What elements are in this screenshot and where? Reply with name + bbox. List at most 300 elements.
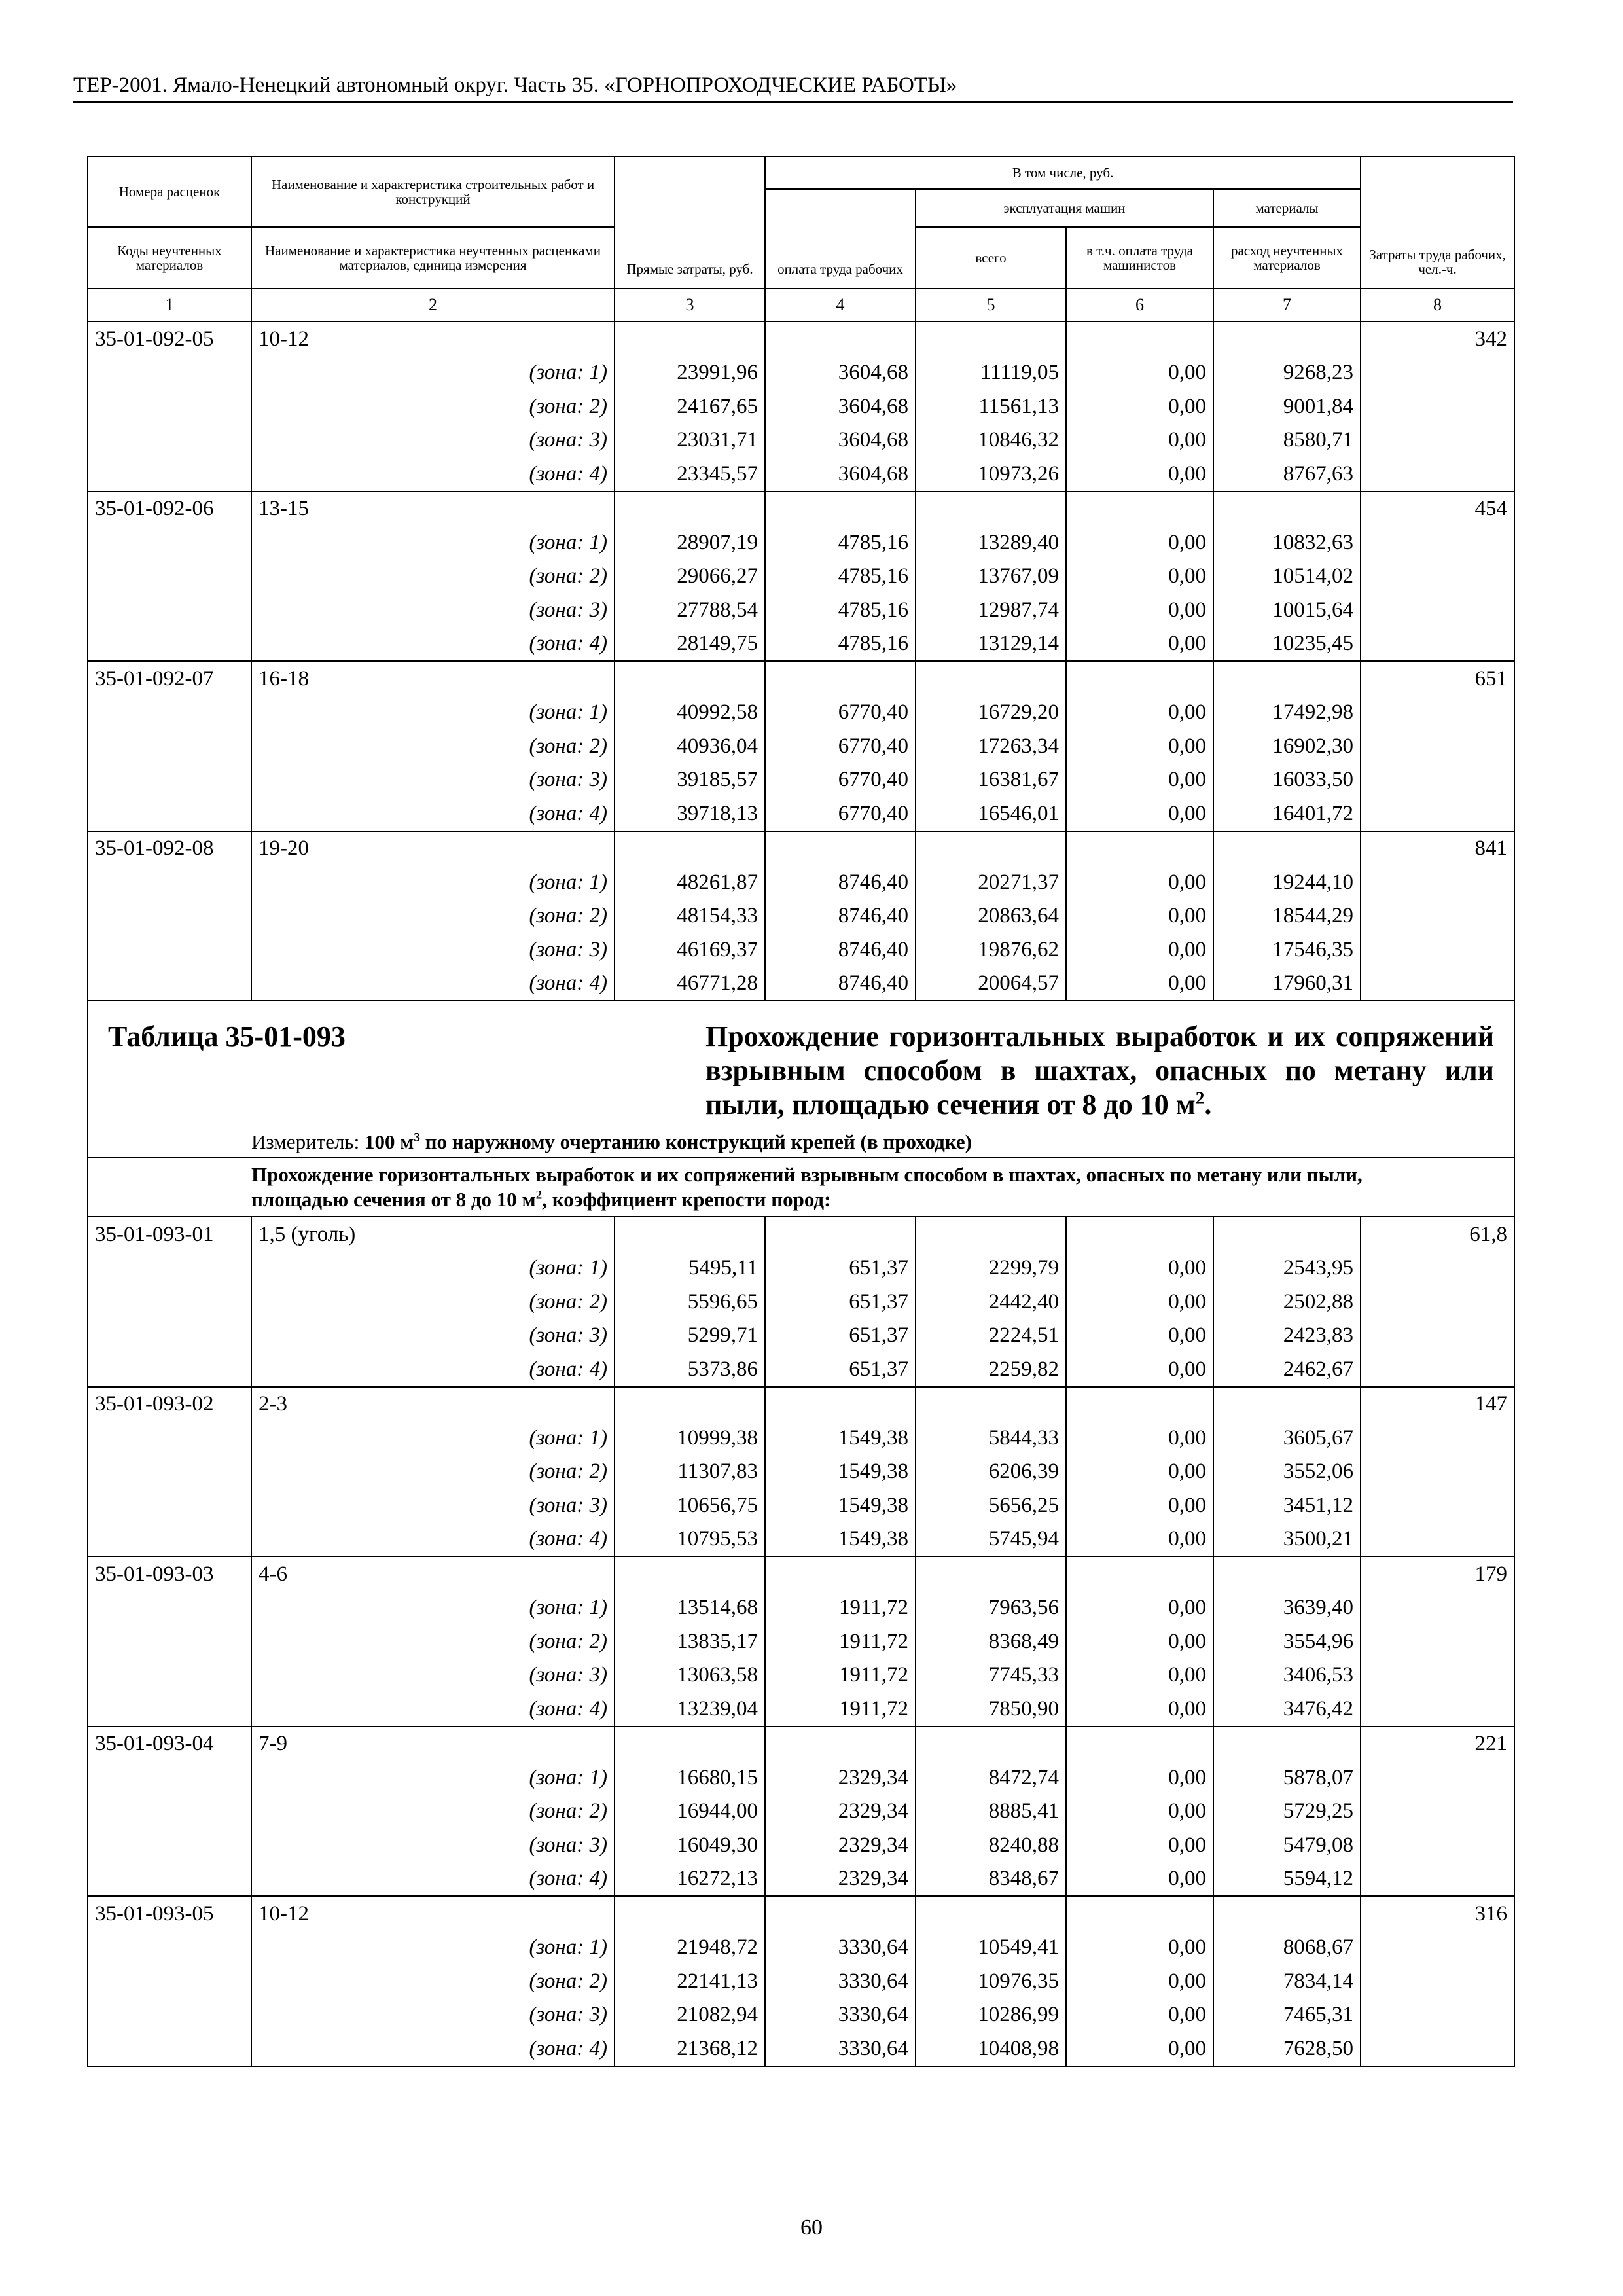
zone-row [88, 593, 1514, 627]
worker-pay: 2329,34 [765, 1862, 916, 1897]
driver-pay: 0,00 [1066, 593, 1213, 627]
col-num: 6 [1066, 289, 1213, 321]
zone-label: (зона: 3) [251, 1828, 615, 1862]
empty-cell [88, 1998, 251, 2032]
direct-cost: 23991,96 [615, 356, 765, 390]
worker-pay: 3330,64 [765, 1931, 916, 1965]
zone-row [88, 389, 1514, 423]
empty-cell [615, 1387, 765, 1422]
rate-code: 35-01-093-01 [88, 1217, 251, 1251]
empty-cell [1066, 1896, 1213, 1931]
machines-total: 7963,56 [916, 1591, 1066, 1625]
machines-total: 20271,37 [916, 865, 1066, 899]
zone-row [88, 865, 1514, 899]
section-heading: Прохождение горизонтальных выработок и их сопряжений взрывным способом в шахтах, опасных по метану или пыли, площадью сечения от 8 до 10 $м^2$, коэффициент крепости пород: [251, 1158, 1514, 1217]
empty-cell [1361, 1319, 1514, 1353]
machines-total: 8368,49 [916, 1624, 1066, 1659]
empty-cell [615, 1217, 765, 1251]
empty-cell [88, 933, 251, 967]
driver-pay: 0,00 [1066, 1522, 1213, 1557]
materials-cost: 5729,25 [1213, 1795, 1361, 1829]
table-name: Прохождение горизонтальных выработок и их сопряжений взрывным способом в шахтах, опасных по метану или пыли, площадью сечения от 8 до 10 $м^2$. [705, 1020, 1495, 1121]
driver-pay: 0,00 [1066, 1455, 1213, 1489]
machines-total: 13767,09 [916, 560, 1066, 594]
worker-pay: 1911,72 [765, 1659, 916, 1693]
empty-cell [88, 2032, 251, 2066]
driver-pay: 0,00 [1066, 763, 1213, 797]
driver-pay: 0,00 [1066, 627, 1213, 662]
direct-cost: 23031,71 [615, 423, 765, 457]
labor-cost: 61,8 [1361, 1217, 1514, 1251]
worker-pay: 6770,40 [765, 696, 916, 730]
worker-pay: 1549,38 [765, 1488, 916, 1522]
driver-pay: 0,00 [1066, 1964, 1213, 1998]
empty-cell [88, 423, 251, 457]
materials-cost: 3500,21 [1213, 1522, 1361, 1557]
materials-cost: 16401,72 [1213, 797, 1361, 831]
zone-row [88, 1692, 1514, 1727]
col-num: 5 [916, 289, 1066, 321]
driver-pay: 0,00 [1066, 423, 1213, 457]
empty-cell [88, 1522, 251, 1557]
materials-cost: 9001,84 [1213, 389, 1361, 423]
driver-pay: 0,00 [1066, 1285, 1213, 1319]
empty-cell [765, 321, 916, 356]
empty-cell [1361, 1624, 1514, 1659]
machines-total: 11561,13 [916, 389, 1066, 423]
machines-total: 8472,74 [916, 1761, 1066, 1795]
materials-cost: 10832,63 [1213, 526, 1361, 560]
direct-cost: 11307,83 [615, 1455, 765, 1489]
empty-cell [1066, 831, 1213, 866]
driver-pay: 0,00 [1066, 2032, 1213, 2066]
machines-total: 16381,67 [916, 763, 1066, 797]
labor-cost: 342 [1361, 321, 1514, 356]
empty-cell [1361, 1964, 1514, 1998]
materials-cost: 3451,12 [1213, 1488, 1361, 1522]
materials-cost: 8068,67 [1213, 1931, 1361, 1965]
empty-cell [88, 729, 251, 763]
zone-label: (зона: 1) [251, 1591, 615, 1625]
empty-cell [615, 321, 765, 356]
direct-cost: 28907,19 [615, 526, 765, 560]
worker-pay: 3604,68 [765, 423, 916, 457]
empty-cell [88, 1828, 251, 1862]
machines-total: 20064,57 [916, 967, 1066, 1001]
empty-cell [1361, 1795, 1514, 1829]
worker-pay: 6770,40 [765, 763, 916, 797]
zone-row [88, 729, 1514, 763]
zone-label: (зона: 2) [251, 1285, 615, 1319]
materials-cost: 3605,67 [1213, 1421, 1361, 1455]
machines-total: 2442,40 [916, 1285, 1066, 1319]
zone-label: (зона: 4) [251, 1352, 615, 1387]
zone-row [88, 763, 1514, 797]
rate-code: 35-01-093-03 [88, 1556, 251, 1591]
zone-label: (зона: 3) [251, 593, 615, 627]
driver-pay: 0,00 [1066, 1659, 1213, 1693]
driver-pay: 0,00 [1066, 1488, 1213, 1522]
direct-cost: 16680,15 [615, 1761, 765, 1795]
zone-label: (зона: 4) [251, 1692, 615, 1727]
empty-cell [765, 1387, 916, 1422]
machines-total: 2259,82 [916, 1352, 1066, 1387]
empty-cell [765, 831, 916, 866]
zone-label: (зона: 2) [251, 1964, 615, 1998]
machines-total: 7745,33 [916, 1659, 1066, 1693]
empty-cell [88, 356, 251, 390]
empty-cell [1361, 1522, 1514, 1557]
empty-cell [1213, 1727, 1361, 1761]
zone-label: (зона: 1) [251, 526, 615, 560]
machines-total: 2224,51 [916, 1319, 1066, 1353]
materials-cost: 16033,50 [1213, 763, 1361, 797]
materials-cost: 17960,31 [1213, 967, 1361, 1001]
direct-cost: 29066,27 [615, 560, 765, 594]
rate-group-row [88, 1727, 1514, 1761]
zone-row [88, 1352, 1514, 1387]
empty-cell [88, 967, 251, 1001]
empty-cell [1361, 797, 1514, 831]
empty-cell [1066, 1217, 1213, 1251]
materials-cost: 7465,31 [1213, 1998, 1361, 2032]
driver-pay: 0,00 [1066, 1931, 1213, 1965]
worker-pay: 4785,16 [765, 526, 916, 560]
driver-pay: 0,00 [1066, 729, 1213, 763]
machines-total: 8348,67 [916, 1862, 1066, 1897]
materials-cost: 5878,07 [1213, 1761, 1361, 1795]
header-machines: эксплуатация машин [916, 189, 1213, 227]
zone-label: (зона: 3) [251, 763, 615, 797]
materials-cost: 2423,83 [1213, 1319, 1361, 1353]
empty-cell [1213, 1387, 1361, 1422]
empty-cell [1361, 1455, 1514, 1489]
worker-pay: 3330,64 [765, 1964, 916, 1998]
machines-total: 6206,39 [916, 1455, 1066, 1489]
empty-cell [1361, 899, 1514, 933]
worker-pay: 3604,68 [765, 457, 916, 492]
zone-row [88, 1624, 1514, 1659]
empty-cell [765, 661, 916, 696]
worker-pay: 8746,40 [765, 967, 916, 1001]
zone-label: (зона: 3) [251, 933, 615, 967]
machines-total: 8885,41 [916, 1795, 1066, 1829]
col-num: 1 [88, 289, 251, 321]
empty-cell [1361, 1828, 1514, 1862]
worker-pay: 2329,34 [765, 1795, 916, 1829]
driver-pay: 0,00 [1066, 797, 1213, 831]
rate-group-row [88, 661, 1514, 696]
driver-pay: 0,00 [1066, 1319, 1213, 1353]
machines-total: 5844,33 [916, 1421, 1066, 1455]
zone-label: (зона: 4) [251, 797, 615, 831]
header-c8: Затраты труда рабочих, чел.-ч. [1361, 156, 1514, 289]
header-c6: в т.ч. оплата труда машинистов [1066, 227, 1213, 289]
empty-cell [1361, 1659, 1514, 1693]
zone-label: (зона: 4) [251, 967, 615, 1001]
worker-pay: 8746,40 [765, 865, 916, 899]
worker-pay: 1549,38 [765, 1522, 916, 1557]
zone-label: (зона: 1) [251, 1931, 615, 1965]
materials-cost: 7628,50 [1213, 2032, 1361, 2066]
zone-row [88, 1761, 1514, 1795]
empty-cell [1361, 1488, 1514, 1522]
empty-cell [88, 1624, 251, 1659]
direct-cost: 16272,13 [615, 1862, 765, 1897]
empty-cell [1361, 593, 1514, 627]
zone-label: (зона: 4) [251, 1862, 615, 1897]
zone-row [88, 1659, 1514, 1693]
zone-label: (зона: 2) [251, 1624, 615, 1659]
zone-row [88, 967, 1514, 1001]
empty-cell [1213, 1896, 1361, 1931]
zone-row [88, 627, 1514, 662]
materials-cost: 3406,53 [1213, 1659, 1361, 1693]
zone-label: (зона: 2) [251, 389, 615, 423]
rate-group-row [88, 492, 1514, 526]
worker-pay: 1549,38 [765, 1455, 916, 1489]
driver-pay: 0,00 [1066, 356, 1213, 390]
direct-cost: 39185,57 [615, 763, 765, 797]
empty-cell [765, 492, 916, 526]
empty-cell [88, 1761, 251, 1795]
materials-cost: 2543,95 [1213, 1251, 1361, 1285]
empty-cell [88, 1352, 251, 1387]
driver-pay: 0,00 [1066, 1251, 1213, 1285]
direct-cost: 21948,72 [615, 1931, 765, 1965]
driver-pay: 0,00 [1066, 1862, 1213, 1897]
materials-cost: 2502,88 [1213, 1285, 1361, 1319]
machines-total: 7850,90 [916, 1692, 1066, 1727]
table-body-092 [88, 321, 1514, 1001]
empty-cell [1361, 1352, 1514, 1387]
worker-pay: 1911,72 [765, 1591, 916, 1625]
materials-cost: 3552,06 [1213, 1455, 1361, 1489]
measure-line: Измеритель: 100 $м^3$ по наружному очертанию конструкций крепей (в проходке) [251, 1127, 1514, 1158]
driver-pay: 0,00 [1066, 1828, 1213, 1862]
empty-cell [615, 831, 765, 866]
machines-total: 16546,01 [916, 797, 1066, 831]
direct-cost: 5373,86 [615, 1352, 765, 1387]
empty-cell [1066, 321, 1213, 356]
zone-label: (зона: 4) [251, 2032, 615, 2066]
worker-pay: 651,37 [765, 1251, 916, 1285]
header-c7: расход неучтенных материалов [1213, 227, 1361, 289]
direct-cost: 39718,13 [615, 797, 765, 831]
empty-cell [1213, 321, 1361, 356]
empty-cell [916, 831, 1066, 866]
driver-pay: 0,00 [1066, 899, 1213, 933]
machines-total: 8240,88 [916, 1828, 1066, 1862]
empty-cell [88, 560, 251, 594]
machines-total: 20863,64 [916, 899, 1066, 933]
rate-code: 35-01-093-02 [88, 1387, 251, 1422]
zone-label: (зона: 1) [251, 865, 615, 899]
zone-label: (зона: 1) [251, 1421, 615, 1455]
empty-cell [88, 1931, 251, 1965]
machines-total: 17263,34 [916, 729, 1066, 763]
labor-cost: 841 [1361, 831, 1514, 866]
materials-cost: 5594,12 [1213, 1862, 1361, 1897]
direct-cost: 23345,57 [615, 457, 765, 492]
empty-cell [1361, 1591, 1514, 1625]
machines-total: 5745,94 [916, 1522, 1066, 1557]
worker-pay: 651,37 [765, 1319, 916, 1353]
empty-cell [1361, 1692, 1514, 1727]
empty-cell [88, 865, 251, 899]
empty-cell [615, 492, 765, 526]
empty-cell [765, 1556, 916, 1591]
table-093-heading [88, 1001, 1514, 1217]
worker-pay: 1911,72 [765, 1624, 916, 1659]
driver-pay: 0,00 [1066, 1591, 1213, 1625]
empty-cell [1361, 2032, 1514, 2066]
empty-cell [88, 1591, 251, 1625]
empty-cell [1361, 967, 1514, 1001]
empty-cell [1213, 492, 1361, 526]
direct-cost: 10999,38 [615, 1421, 765, 1455]
driver-pay: 0,00 [1066, 1692, 1213, 1727]
direct-cost: 40936,04 [615, 729, 765, 763]
direct-cost: 24167,65 [615, 389, 765, 423]
work-name: 4-6 [251, 1556, 615, 1591]
empty-cell [615, 1727, 765, 1761]
zone-row [88, 1828, 1514, 1862]
col-num: 7 [1213, 289, 1361, 321]
materials-cost: 2462,67 [1213, 1352, 1361, 1387]
empty-cell [1361, 627, 1514, 662]
worker-pay: 8746,40 [765, 899, 916, 933]
column-numbers-row [88, 289, 1514, 321]
materials-cost: 3639,40 [1213, 1591, 1361, 1625]
zone-row [88, 899, 1514, 933]
direct-cost: 16049,30 [615, 1828, 765, 1862]
empty-cell [88, 1421, 251, 1455]
empty-cell [1361, 1285, 1514, 1319]
empty-cell [88, 1285, 251, 1319]
empty-cell [1361, 1761, 1514, 1795]
materials-cost: 10235,45 [1213, 627, 1361, 662]
work-name: 1,5 (уголь) [251, 1217, 615, 1251]
materials-cost: 8767,63 [1213, 457, 1361, 492]
worker-pay: 651,37 [765, 1352, 916, 1387]
labor-cost: 221 [1361, 1727, 1514, 1761]
driver-pay: 0,00 [1066, 1761, 1213, 1795]
zone-row [88, 933, 1514, 967]
materials-cost: 10015,64 [1213, 593, 1361, 627]
col-num: 3 [615, 289, 765, 321]
worker-pay: 6770,40 [765, 797, 916, 831]
zone-row [88, 1795, 1514, 1829]
empty-cell [88, 389, 251, 423]
rates-table-container [87, 156, 1514, 2067]
direct-cost: 46771,28 [615, 967, 765, 1001]
empty-cell [615, 1896, 765, 1931]
zone-row [88, 1591, 1514, 1625]
worker-pay: 651,37 [765, 1285, 916, 1319]
header-c1-top: Номера расценок [88, 156, 251, 227]
zone-label: (зона: 2) [251, 729, 615, 763]
worker-pay: 6770,40 [765, 729, 916, 763]
worker-pay: 3604,68 [765, 389, 916, 423]
work-name: 10-12 [251, 1896, 615, 1931]
rate-group-row [88, 1556, 1514, 1591]
zone-label: (зона: 1) [251, 1251, 615, 1285]
empty-cell [765, 1727, 916, 1761]
direct-cost: 48261,87 [615, 865, 765, 899]
labor-cost: 651 [1361, 661, 1514, 696]
empty-cell [1361, 696, 1514, 730]
direct-cost: 10656,75 [615, 1488, 765, 1522]
direct-cost: 21368,12 [615, 2032, 765, 2066]
table-number: Таблица 35-01-093 [108, 1020, 346, 1052]
empty-cell [88, 1795, 251, 1829]
empty-cell [88, 1862, 251, 1897]
zone-row [88, 1488, 1514, 1522]
zone-row [88, 1421, 1514, 1455]
worker-pay: 1911,72 [765, 1692, 916, 1727]
zone-row [88, 1285, 1514, 1319]
driver-pay: 0,00 [1066, 1624, 1213, 1659]
materials-cost: 16902,30 [1213, 729, 1361, 763]
empty-cell [88, 1319, 251, 1353]
header-c4: оплата труда рабочих [765, 189, 916, 289]
work-name: 16-18 [251, 661, 615, 696]
zone-label: (зона: 4) [251, 457, 615, 492]
header-c2-bottom: Наименование и характеристика неучтенных расценками материалов, единица измерения [251, 227, 615, 289]
empty-cell [88, 1964, 251, 1998]
machines-total: 16729,20 [916, 696, 1066, 730]
header-c5: всего [916, 227, 1066, 289]
driver-pay: 0,00 [1066, 1795, 1213, 1829]
empty-cell [916, 492, 1066, 526]
zone-label: (зона: 3) [251, 1998, 615, 2032]
driver-pay: 0,00 [1066, 696, 1213, 730]
direct-cost: 46169,37 [615, 933, 765, 967]
driver-pay: 0,00 [1066, 389, 1213, 423]
driver-pay: 0,00 [1066, 1421, 1213, 1455]
empty-cell [88, 1692, 251, 1727]
page-number: 60 [800, 2215, 823, 2240]
zone-label: (зона: 1) [251, 356, 615, 390]
zone-row [88, 423, 1514, 457]
materials-cost: 3476,42 [1213, 1692, 1361, 1727]
empty-cell [765, 1896, 916, 1931]
materials-cost: 18544,29 [1213, 899, 1361, 933]
empty-cell [88, 457, 251, 492]
empty-cell [1361, 389, 1514, 423]
worker-pay: 3330,64 [765, 2032, 916, 2066]
rate-code: 35-01-092-08 [88, 831, 251, 866]
direct-cost: 16944,00 [615, 1795, 765, 1829]
empty-cell [1213, 1556, 1361, 1591]
empty-cell [88, 1659, 251, 1693]
work-name: 7-9 [251, 1727, 615, 1761]
zone-row [88, 1455, 1514, 1489]
empty-cell [1361, 933, 1514, 967]
zone-row [88, 356, 1514, 390]
zone-label: (зона: 4) [251, 627, 615, 662]
materials-cost: 10514,02 [1213, 560, 1361, 594]
zone-label: (зона: 3) [251, 1319, 615, 1353]
zone-row [88, 696, 1514, 730]
zone-label: (зона: 2) [251, 899, 615, 933]
rate-group-row [88, 1217, 1514, 1251]
machines-total: 10286,99 [916, 1998, 1066, 2032]
direct-cost: 13835,17 [615, 1624, 765, 1659]
direct-cost: 13514,68 [615, 1591, 765, 1625]
empty-cell [1361, 457, 1514, 492]
